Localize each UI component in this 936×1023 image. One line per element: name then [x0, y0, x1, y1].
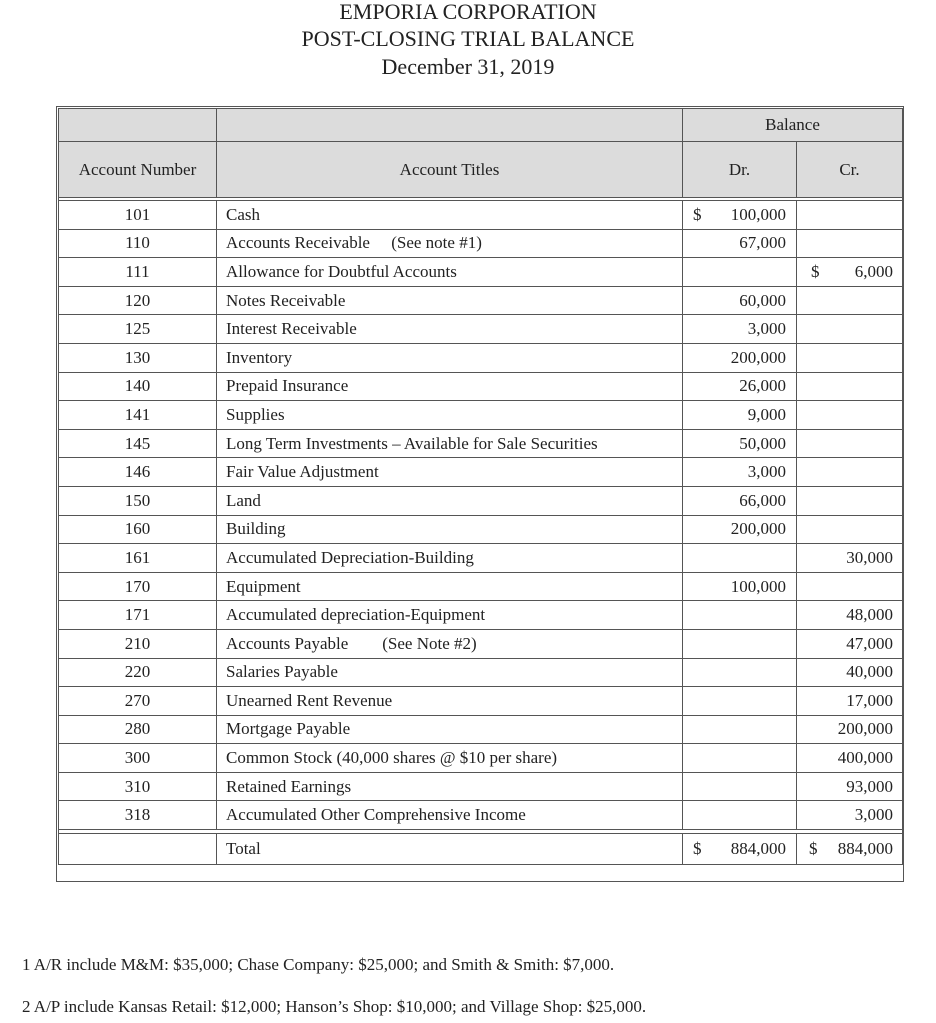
account-title: Salaries Payable: [217, 658, 683, 687]
table-row: [59, 258, 903, 287]
cr-value: 6,000: [854, 261, 893, 281]
account-title: Building: [217, 515, 683, 544]
cr-cell: [797, 286, 903, 315]
account-number: 120: [59, 286, 217, 315]
account-title: Accounts Receivable (See note #1): [217, 229, 683, 258]
table-row: [59, 687, 903, 716]
cr-cell: [797, 372, 903, 401]
trial-balance-table: [58, 108, 903, 865]
account-title: Retained Earnings: [217, 772, 683, 801]
dr-value: 100,000: [730, 576, 786, 596]
table-row: [59, 715, 903, 744]
cr-cell: [797, 658, 903, 687]
account-number: 125: [59, 315, 217, 344]
dr-cell: [683, 744, 797, 773]
dr-cell: [683, 801, 797, 830]
dr-value: 200,000: [730, 347, 786, 367]
account-number: 310: [59, 772, 217, 801]
account-title: Unearned Rent Revenue: [217, 687, 683, 716]
cr-cell: [797, 315, 903, 344]
total-blank: [59, 834, 217, 865]
total-cr: [797, 834, 903, 865]
dr-cell: [683, 343, 797, 372]
account-number: 141: [59, 401, 217, 430]
dr-cell: [683, 258, 797, 287]
cr-value: 93,000: [846, 776, 893, 796]
cr-cell: [797, 401, 903, 430]
dr-value: 26,000: [739, 376, 786, 396]
table-row: [59, 458, 903, 487]
table-row: [59, 372, 903, 401]
dr-cell: [683, 315, 797, 344]
dr-cell: [683, 286, 797, 315]
dr-value: 3,000: [747, 319, 786, 339]
account-number: 210: [59, 629, 217, 658]
total-dr-value: 884,000: [730, 839, 786, 859]
cr-cell: [797, 515, 903, 544]
dr-cell: [683, 572, 797, 601]
dr-cell: [683, 544, 797, 573]
account-number: 140: [59, 372, 217, 401]
account-number: 171: [59, 601, 217, 630]
cr-cell: [797, 572, 903, 601]
cr-cell: [797, 343, 903, 372]
account-title: Accumulated Depreciation-Building: [217, 544, 683, 573]
account-title: Equipment: [217, 572, 683, 601]
table-row: [59, 201, 903, 230]
cr-dollar: $: [811, 261, 820, 281]
cr-cell: [797, 601, 903, 630]
note-1: 1 A/R include M&M: $35,000; Chase Company: $25,000; and Smith & Smith: $7,000.: [22, 955, 615, 974]
account-title: Fair Value Adjustment: [217, 458, 683, 487]
account-number: 300: [59, 744, 217, 773]
account-number: 170: [59, 572, 217, 601]
dr-cell: [683, 601, 797, 630]
cr-value: 47,000: [846, 633, 893, 653]
account-number: 270: [59, 687, 217, 716]
dr-cell: [683, 658, 797, 687]
table-row: [59, 658, 903, 687]
dr-cell: [683, 687, 797, 716]
account-title: Accumulated Other Comprehensive Income: [217, 801, 683, 830]
dr-cell: [683, 458, 797, 487]
cr-cell: [797, 258, 903, 287]
dr-header: Dr.: [683, 142, 797, 198]
dr-cell: [683, 372, 797, 401]
table-row: [59, 315, 903, 344]
total-row: [59, 834, 903, 865]
account-title: Supplies: [217, 401, 683, 430]
account-title: Accumulated depreciation-Equipment: [217, 601, 683, 630]
account-title: Accounts Payable (See Note #2): [217, 629, 683, 658]
table-row: [59, 429, 903, 458]
account-number: 101: [59, 201, 217, 230]
dr-value: 100,000: [730, 204, 786, 224]
total-dr: [683, 834, 797, 865]
cr-value: 17,000: [846, 690, 893, 710]
account-title: Long Term Investments – Available for Sale Securities: [217, 429, 683, 458]
dr-cell: [683, 401, 797, 430]
dr-value: 200,000: [730, 519, 786, 539]
account-titles-header: Account Titles: [217, 142, 683, 198]
note-2: 2 A/P include Kansas Retail: $12,000; Hanson’s Shop: $10,000; and Village Shop: $25,000.: [22, 997, 647, 1016]
dr-cell: [683, 229, 797, 258]
dr-cell: [683, 629, 797, 658]
dr-cell: [683, 201, 797, 230]
cr-cell: [797, 458, 903, 487]
table-row: [59, 515, 903, 544]
table-body: [59, 198, 903, 834]
account-number: 220: [59, 658, 217, 687]
account-number: 111: [59, 258, 217, 287]
account-number: 130: [59, 343, 217, 372]
total-label: Total: [217, 834, 683, 865]
account-title: Cash: [217, 201, 683, 230]
total-cr-value: 884,000: [837, 839, 893, 859]
table-row: [59, 572, 903, 601]
account-number: 318: [59, 801, 217, 830]
cr-value: 40,000: [846, 662, 893, 682]
cr-header: Cr.: [797, 142, 903, 198]
table-row: [59, 286, 903, 315]
account-number: 146: [59, 458, 217, 487]
cr-cell: [797, 486, 903, 515]
cr-value: 3,000: [854, 805, 893, 825]
balance-header: Balance: [683, 109, 903, 142]
cr-cell: [797, 544, 903, 573]
dr-value: 67,000: [739, 233, 786, 253]
dr-dollar: $: [693, 204, 702, 224]
account-title: Notes Receivable: [217, 286, 683, 315]
table-row: [59, 629, 903, 658]
dr-value: 60,000: [739, 290, 786, 310]
dr-value: 3,000: [747, 462, 786, 482]
header-row-balance: [59, 109, 903, 142]
dr-cell: [683, 486, 797, 515]
cr-cell: [797, 229, 903, 258]
header-blank-num: [59, 109, 217, 142]
dr-value: 66,000: [739, 490, 786, 510]
table-row: [59, 229, 903, 258]
account-title: Land: [217, 486, 683, 515]
account-title: Inventory: [217, 343, 683, 372]
cr-value: 400,000: [837, 748, 893, 768]
cr-cell: [797, 772, 903, 801]
dr-cell: [683, 429, 797, 458]
dr-cell: [683, 772, 797, 801]
account-number: 280: [59, 715, 217, 744]
account-title: Interest Receivable: [217, 315, 683, 344]
cr-cell: [797, 429, 903, 458]
account-title: Common Stock (40,000 shares @ $10 per share): [217, 744, 683, 773]
account-number: 145: [59, 429, 217, 458]
cr-cell: [797, 687, 903, 716]
total-dr-dollar: $: [693, 839, 702, 859]
account-title: Allowance for Doubtful Accounts: [217, 258, 683, 287]
cr-cell: [797, 744, 903, 773]
table-row: [59, 772, 903, 801]
cr-cell: [797, 801, 903, 830]
table-row: [59, 343, 903, 372]
header-row-columns: [59, 142, 903, 198]
cr-cell: [797, 201, 903, 230]
account-number-header: Account Number: [59, 142, 217, 198]
table-row: [59, 601, 903, 630]
cr-value: 200,000: [837, 719, 893, 739]
table-row: [59, 401, 903, 430]
report-title: POST-CLOSING TRIAL BALANCE: [301, 26, 635, 51]
company-name: EMPORIA CORPORATION: [339, 0, 597, 24]
cr-cell: [797, 629, 903, 658]
account-number: 150: [59, 486, 217, 515]
account-number: 160: [59, 515, 217, 544]
account-number: 161: [59, 544, 217, 573]
dr-cell: [683, 515, 797, 544]
table-row: [59, 486, 903, 515]
dr-value: 50,000: [739, 433, 786, 453]
table-row: [59, 544, 903, 573]
table-row: [59, 744, 903, 773]
total-cr-dollar: $: [809, 839, 818, 859]
table-row: [59, 801, 903, 830]
cr-cell: [797, 715, 903, 744]
cr-value: 30,000: [846, 547, 893, 567]
dr-cell: [683, 715, 797, 744]
cr-value: 48,000: [846, 605, 893, 625]
account-title: Prepaid Insurance: [217, 372, 683, 401]
account-title: Mortgage Payable: [217, 715, 683, 744]
account-number: 110: [59, 229, 217, 258]
report-date: December 31, 2019: [381, 54, 555, 79]
header-blank-title: [217, 109, 683, 142]
dr-value: 9,000: [747, 404, 786, 424]
